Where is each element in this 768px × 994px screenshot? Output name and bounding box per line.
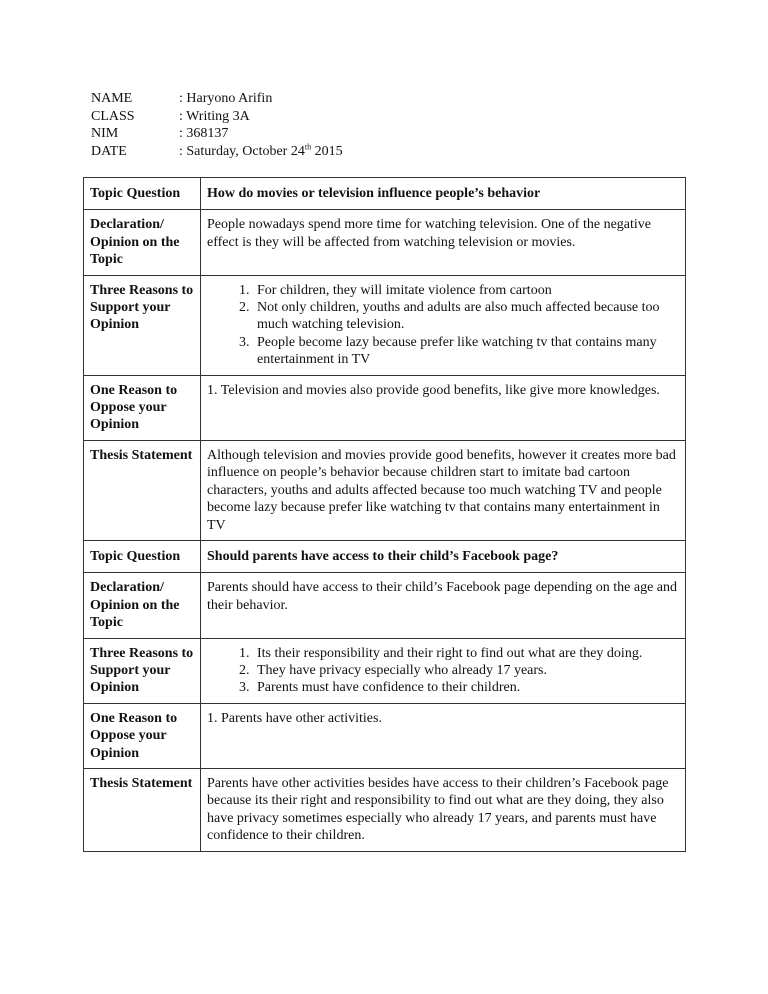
oppose-label: One Reason to Oppose your Opinion xyxy=(84,375,201,440)
nim-label: NIM xyxy=(91,126,119,141)
topic-question-text: Should parents have access to their child’s Facebook page? xyxy=(201,540,686,572)
student-info-header xyxy=(91,90,343,160)
oppose-text: 1. Television and movies also provide good benefits, like give more knowledges. xyxy=(201,375,686,440)
thesis-text: Parents have other activities besides have access to their children’s Facebook page because its their right and responsibility to find out what are they doing, they also have privacy sometimes especially who already 17 years, and parents must have confidence to their children. xyxy=(201,768,686,851)
thesis-label: Thesis Statement xyxy=(84,768,201,851)
reasons-cell xyxy=(201,275,686,375)
declaration-label: Declaration/ Opinion on the Topic xyxy=(84,573,201,638)
table-row xyxy=(84,178,686,210)
name-label: NAME xyxy=(91,91,133,106)
oppose-text: 1. Parents have other activities. xyxy=(201,703,686,768)
table-row xyxy=(84,768,686,851)
date-row xyxy=(91,143,343,161)
list-item: 2. They have privacy especially who already 17 years. xyxy=(253,662,679,679)
list-item: 2. Not only children, youths and adults are also much affected because too much watching television. xyxy=(253,299,679,334)
thesis-label: Thesis Statement xyxy=(84,440,201,540)
reasons-cell xyxy=(201,638,686,703)
table-row xyxy=(84,573,686,638)
list-item: 1. Its their responsibility and their right to find out what are they doing. xyxy=(253,645,679,662)
topic-question-text: How do movies or television influence people’s behavior xyxy=(201,178,686,210)
declaration-label: Declaration/ Opinion on the Topic xyxy=(84,210,201,275)
thesis-text: Although television and movies provide good benefits, however it creates more bad influence on people’s behavior because children start to imitate bad cartoon characters, youths and adults affected because too much watching TV and people become lazy because prefer like watching tv that contains many entertainment in TV xyxy=(201,440,686,540)
reasons-list xyxy=(207,282,679,369)
nim-row xyxy=(91,125,343,143)
topic-question-label: Topic Question xyxy=(84,178,201,210)
table-row xyxy=(84,703,686,768)
topic-question-label: Topic Question xyxy=(84,540,201,572)
date-ordinal-suffix: th xyxy=(304,141,312,151)
nim-value: : 368137 xyxy=(179,126,229,141)
class-value: : Writing 3A xyxy=(179,108,250,124)
reasons-label: Three Reasons to Support your Opinion xyxy=(84,275,201,375)
date-value-main: : Saturday, October 24 xyxy=(179,143,305,159)
date-value xyxy=(179,143,343,161)
class-row xyxy=(91,108,343,126)
name-row xyxy=(91,90,343,108)
name-value: : Haryono Arifin xyxy=(179,91,273,106)
list-item: 3. Parents must have confidence to their children. xyxy=(253,679,679,696)
date-label: DATE xyxy=(91,143,127,159)
table-row xyxy=(84,275,686,375)
declaration-text: People nowadays spend more time for watching television. One of the negative effect is they will be affected from watching television or movies. xyxy=(201,210,686,275)
date-value-year: 2015 xyxy=(311,143,343,159)
list-item: 1. For children, they will imitate violence from cartoon xyxy=(253,282,679,299)
list-item: 3. People become lazy because prefer like watching tv that contains many entertainment in TV xyxy=(253,334,679,369)
opinion-worksheet-table xyxy=(83,177,686,852)
table-row xyxy=(84,540,686,572)
table-row xyxy=(84,440,686,540)
reasons-list xyxy=(207,645,679,697)
class-label: CLASS xyxy=(91,108,135,124)
table-row xyxy=(84,210,686,275)
table-row xyxy=(84,638,686,703)
reasons-label: Three Reasons to Support your Opinion xyxy=(84,638,201,703)
oppose-label: One Reason to Oppose your Opinion xyxy=(84,703,201,768)
declaration-text: Parents should have access to their child’s Facebook page depending on the age and their behavior. xyxy=(201,573,686,638)
table-row xyxy=(84,375,686,440)
